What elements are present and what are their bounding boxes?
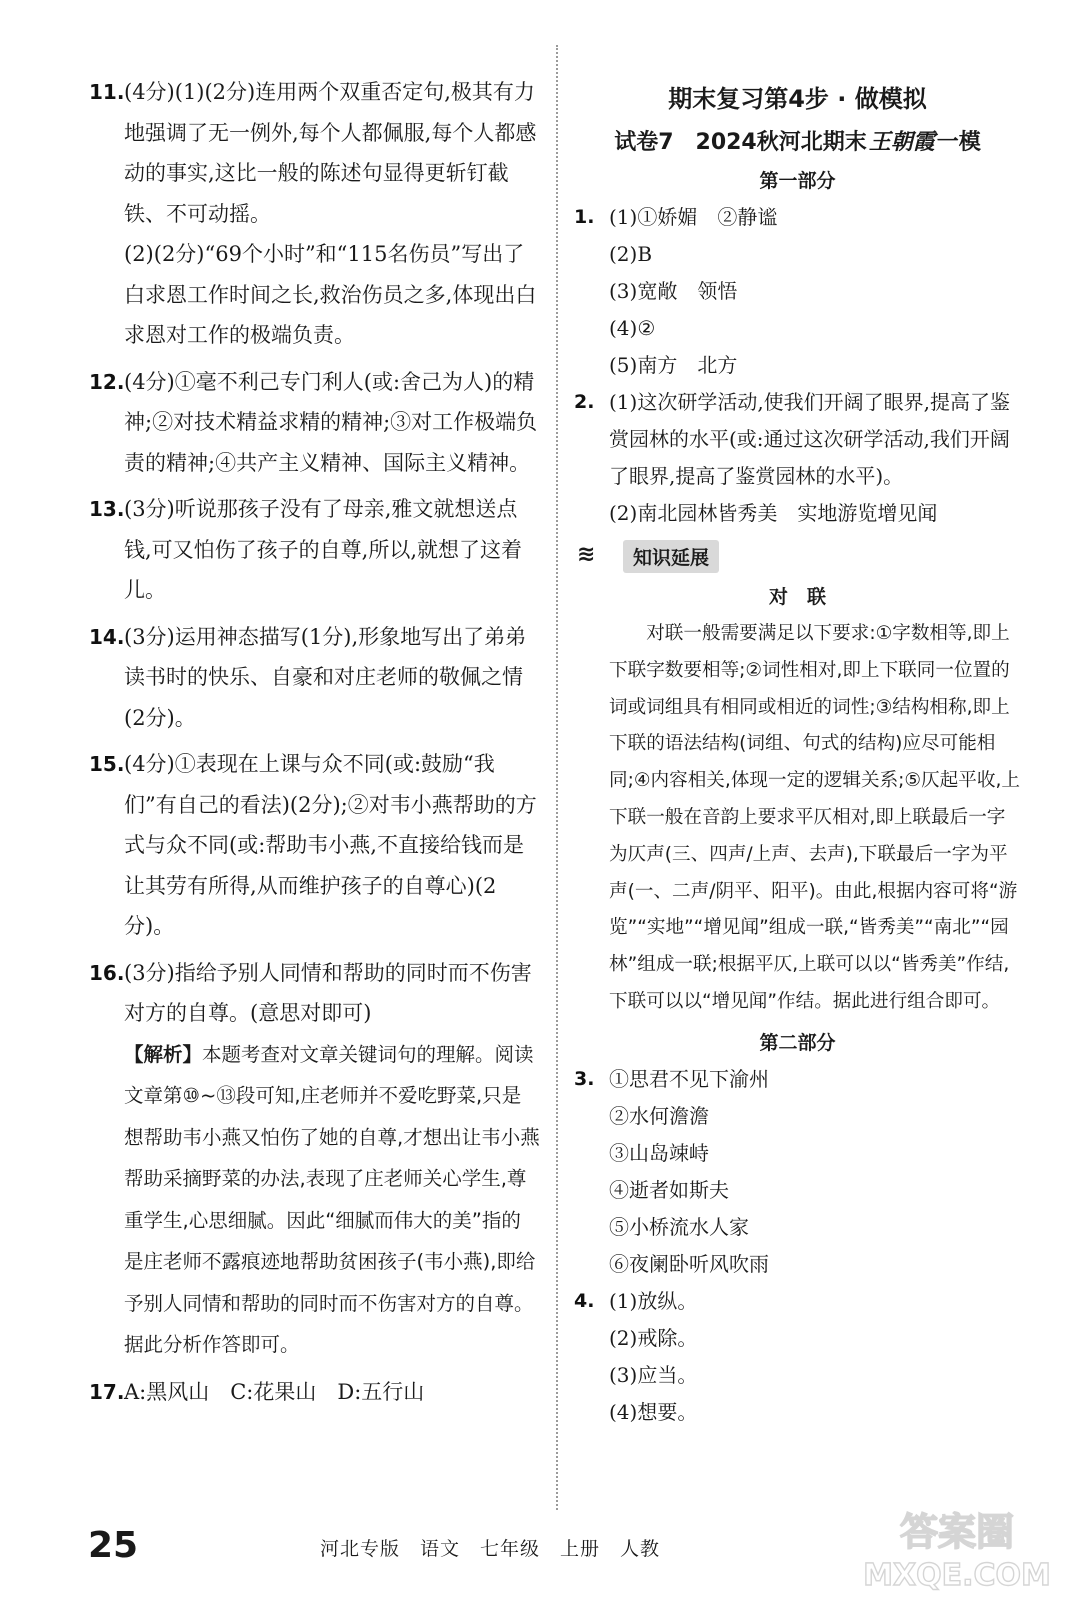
question-number: 2.	[574, 391, 595, 413]
paper-title-b: 一模	[936, 130, 981, 155]
analysis-note	[124, 1034, 540, 1366]
answer-text: (3分)听说那孩子没有了母亲,雅文就想送点钱,可又怕伤了孩子的自尊,所以,就想了这着儿。	[124, 497, 523, 602]
extension-body: 对联一般需要满足以下要求:①字数相等,即上下联字数要相等;②词性相对,即上下联同一位置的词或词组具有相同或相近的词性;③结构相称,即上下联的语法结构(词组、句式的结构)应尽可能相同;④内容相关,体现一定的逻辑关系;⑤仄起平收,上下联一般在音韵上要求平仄相对,即上联最后一字为仄声(三、四声/上声、去声),下联最后一字为平声(一、二声/阴平、阳平)。由此,根据内容可将“游览”“实地”“增见闻”组成一联,“皆秀美”“南北”“园林”组成一联;根据平仄,上联可以以“皆秀美”作结,下联可以以“增见闻”作结。据此进行组合即可。	[609, 623, 1020, 1012]
question-number: 12.	[89, 369, 125, 394]
part-one-title: 第一部分	[759, 170, 836, 192]
answer-text: (4分)①表现在上课与众不同(或:鼓励“我们”有自己的看法)(2分);②对韦小燕帮助的方式与众不同(或:帮助韦小燕,不直接给钱而是让其劳有所得,从而维护孩子的自尊心)(2分)。	[124, 752, 537, 938]
answer-text: (4分)①毫不利己专门利人(或:舍己为人)的精神;②对技术精益求精的精神;③对工作极端负责的精神;④共产主义精神、国际主义精神。	[124, 369, 538, 475]
left-column	[90, 72, 540, 1418]
waves-icon: ≋	[577, 542, 596, 567]
question-number: 11.	[89, 80, 125, 104]
paper-title-a: 试卷7 2024秋河北期末	[614, 130, 867, 155]
answer-line: (1)①娇媚 ②静谧	[609, 205, 778, 229]
analysis-label: 【解析】	[124, 1042, 203, 1066]
watermark-line1: 答案圈	[899, 1510, 1015, 1554]
question-number: 16.	[89, 960, 125, 985]
question-number: 4.	[574, 1289, 595, 1312]
question-number: 13.	[89, 497, 125, 521]
footer-info: 河北专版 语文 七年级 上册 人教	[320, 1538, 661, 1560]
answer-11	[90, 72, 540, 356]
question-number: 14.	[89, 624, 125, 649]
answer-1	[575, 199, 1020, 384]
answer-line: (4)②	[609, 316, 656, 340]
answer-line: ①思君不见下渝州	[609, 1066, 769, 1091]
part-two-title: 第二部分	[759, 1031, 836, 1054]
answer-3	[575, 1061, 1020, 1283]
answer-text: A:黑风山 C:花果山 D:五行山	[124, 1379, 425, 1404]
question-number: 3.	[574, 1067, 595, 1090]
answer-2	[575, 384, 1020, 532]
watermark-logo	[845, 1500, 1070, 1595]
answer-line: ③山岛竦峙	[609, 1140, 709, 1165]
question-number: 1.	[574, 206, 595, 228]
answer-text: (3分)运用神态描写(1分),形象地写出了弟弟读书时的快乐、自豪和对庄老师的敬佩之情(2分)。	[124, 624, 527, 730]
answer-text: (2)南北园林皆秀美 实地游览增见闻	[609, 501, 938, 525]
answer-text: (2)(2分)“69个小时”和“115名伤员”写出了白求恩工作时间之长,救治伤员之多,体现出白求恩对工作的极端负责。	[124, 242, 537, 347]
answer-text: (1)这次研学活动,使我们开阔了眼界,提高了鉴赏园林的水平(或:通过这次研学活动,我们开阔了眼界,提高了鉴赏园林的水平)。	[609, 390, 1011, 488]
question-number: 15.	[89, 752, 125, 776]
column-divider	[556, 45, 558, 1510]
knowledge-extension-header	[575, 538, 1020, 574]
answer-line: (4)想要。	[609, 1399, 698, 1424]
answer-line: (2)B	[609, 242, 653, 266]
answer-12	[90, 362, 540, 484]
answer-line: ⑤小桥流水人家	[609, 1214, 749, 1239]
extension-title: 对 联	[768, 586, 826, 608]
answer-13	[90, 489, 540, 611]
answer-17	[90, 1372, 540, 1413]
answer-15	[90, 744, 540, 947]
answer-14	[90, 617, 540, 739]
watermark-line2: MXQE.COM	[863, 1558, 1051, 1593]
question-number: 17.	[89, 1379, 125, 1404]
answer-text: (3分)指给予别人同情和帮助的同时而不伤害对方的自尊。(意思对即可)	[124, 960, 532, 1025]
answer-text: (4分)(1)(2分)连用两个双重否定句,极其有力地强调了无一例外,每个人都佩服,每个人都感动的事实,这比一般的陈述句显得更斩钉截铁、不可动摇。	[124, 80, 537, 226]
answer-line: (2)戒除。	[609, 1325, 698, 1350]
answer-line: (5)南方 北方	[609, 353, 738, 377]
right-column	[575, 76, 1020, 1431]
answer-line: (3)宽敞 领悟	[609, 279, 738, 303]
answer-line: ⑥夜阑卧听风吹雨	[609, 1251, 769, 1276]
answer-line: (1)放纵。	[609, 1288, 698, 1313]
answer-16	[90, 953, 540, 1366]
analysis-text: 本题考查对文章关键词句的理解。阅读文章第⑩~⑬段可知,庄老师并不爱吃野菜,只是想帮助韦小燕又怕伤了她的自尊,才想出让韦小燕帮助采摘野菜的办法,表现了庄老师关心学生,尊重学生,心思细腻。因此“细腻而伟大的美”指的是庄老师不露痕迹地帮助贫困孩子(韦小燕),即给予别人同情和帮助的同时而不伤害对方的自尊。据此分析作答即可。	[124, 1042, 540, 1356]
paper-title	[575, 122, 1020, 163]
signature-logo: 王朝霞	[868, 129, 935, 155]
answer-4	[575, 1283, 1020, 1431]
page-number: 25	[88, 1525, 139, 1566]
section-title: 期末复习第4步 · 做模拟	[668, 85, 927, 113]
answer-line: ④逝者如斯夫	[609, 1177, 729, 1202]
answer-line: ②水何澹澹	[609, 1103, 709, 1128]
answer-line: (3)应当。	[609, 1362, 698, 1387]
knowledge-extension-tag: 知识延展	[623, 540, 719, 573]
